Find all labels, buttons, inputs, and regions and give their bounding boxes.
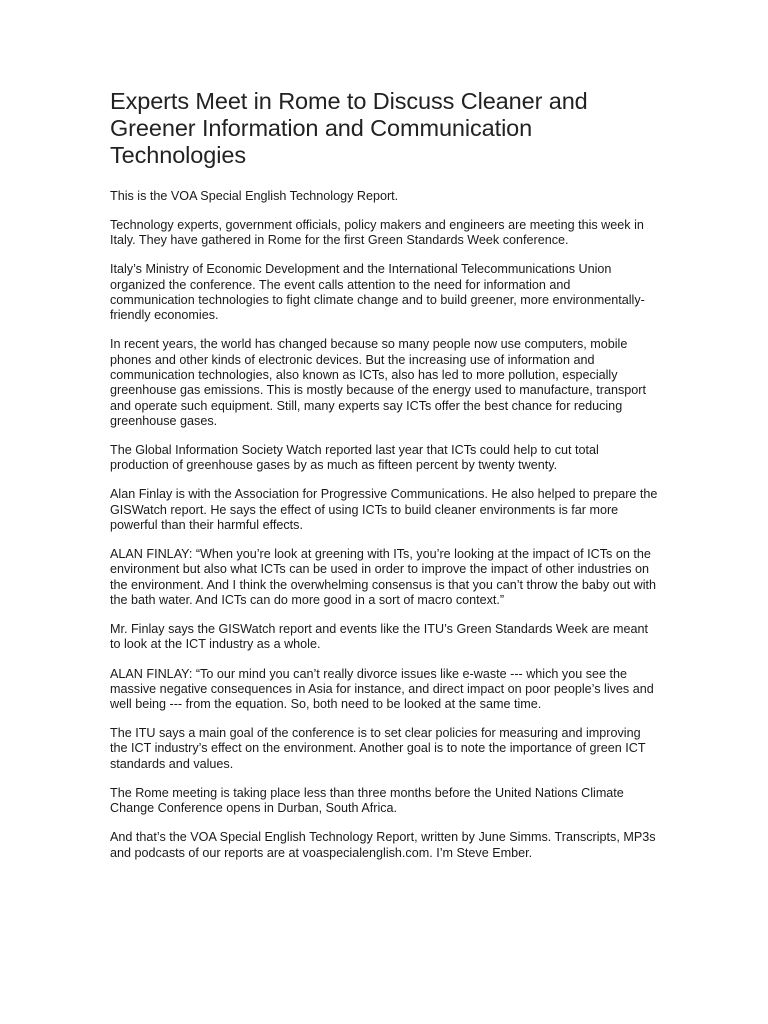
paragraph-quote-1: ALAN FINLAY: “When you’re look at greening with ITs, you’re looking at the impact of ICTs on the environment but also what ICTs can be used in order to improve the impact of other industries on the environment. And I think the overwhelming consensus is that you can’t throw the baby out with the bath water. And ICTs can do more good in a sort of macro context.” (110, 547, 657, 608)
paragraph-itu-goals: The ITU says a main goal of the conference is to set clear policies for measuring and improving the ICT industry’s effect on the environment. Another goal is to note the importance of green ICT standards and values. (110, 726, 646, 771)
article-title: Experts Meet in Rome to Discuss Cleaner and Greener Information and Communication Technologies (110, 88, 588, 168)
paragraph-alan-finlay: Alan Finlay is with the Association for Progressive Communications. He also helped to prepare the GISWatch report. He says the effect of using ICTs to build cleaner environments is far more powerful than their harmful effects. (110, 487, 658, 533)
paragraph-organizers: Italy’s Ministry of Economic Development and the International Telecommunications Union organized the conference. The event calls attention to the need for information and communication technologies to fight climate change and to build greener, more environmentally-friendly economies. (110, 262, 645, 323)
paragraph-experts-meeting: Technology experts, government officials, policy makers and engineers are meeting this week in Italy. They have gathered in Rome for the first Green Standards Week conference. (110, 218, 644, 248)
paragraph-giswatch-report: The Global Information Society Watch reported last year that ICTs could help to cut total production of greenhouse gases by as much as fifteen percent by twenty twenty. (110, 443, 599, 473)
paragraph-rome-meeting: The Rome meeting is taking place less than three months before the United Nations Climate Change Conference opens in Durban, South Africa. (110, 785, 624, 816)
paragraph-closing: And that’s the VOA Special English Technology Report, written by June Simms. Transcripts, MP3s and podcasts of our reports are at voaspecialenglish.com. I’m Steve Ember. (110, 830, 656, 860)
paragraph-ict-pollution: In recent years, the world has changed because so many people now use computers, mobile phones and other kinds of electronic devices. But the increasing use of information and communication technologies, also known as ICTs, also has led to more pollution, especially greenhouse gas emissions. This is mostly because of the energy used to manufacture, transport and operate such equipment. Still, many experts say ICTs offer the best chance for reducing greenhouse gases. (110, 337, 646, 428)
document-page (110, 88, 658, 875)
paragraph-quote-2: ALAN FINLAY: “To our mind you can’t really divorce issues like e-waste --- which you see the massive negative consequences in Asia for instance, and direct impact on poor people’s lives and well being --- from the equation. So, both need to be looked at the same time. (110, 666, 654, 712)
paragraph-intro: This is the VOA Special English Technology Report. (110, 189, 399, 203)
paragraph-finlay-says: Mr. Finlay says the GISWatch report and events like the ITU’s Green Standards Week are meant to look at the ICT industry as a whole. (110, 622, 649, 652)
